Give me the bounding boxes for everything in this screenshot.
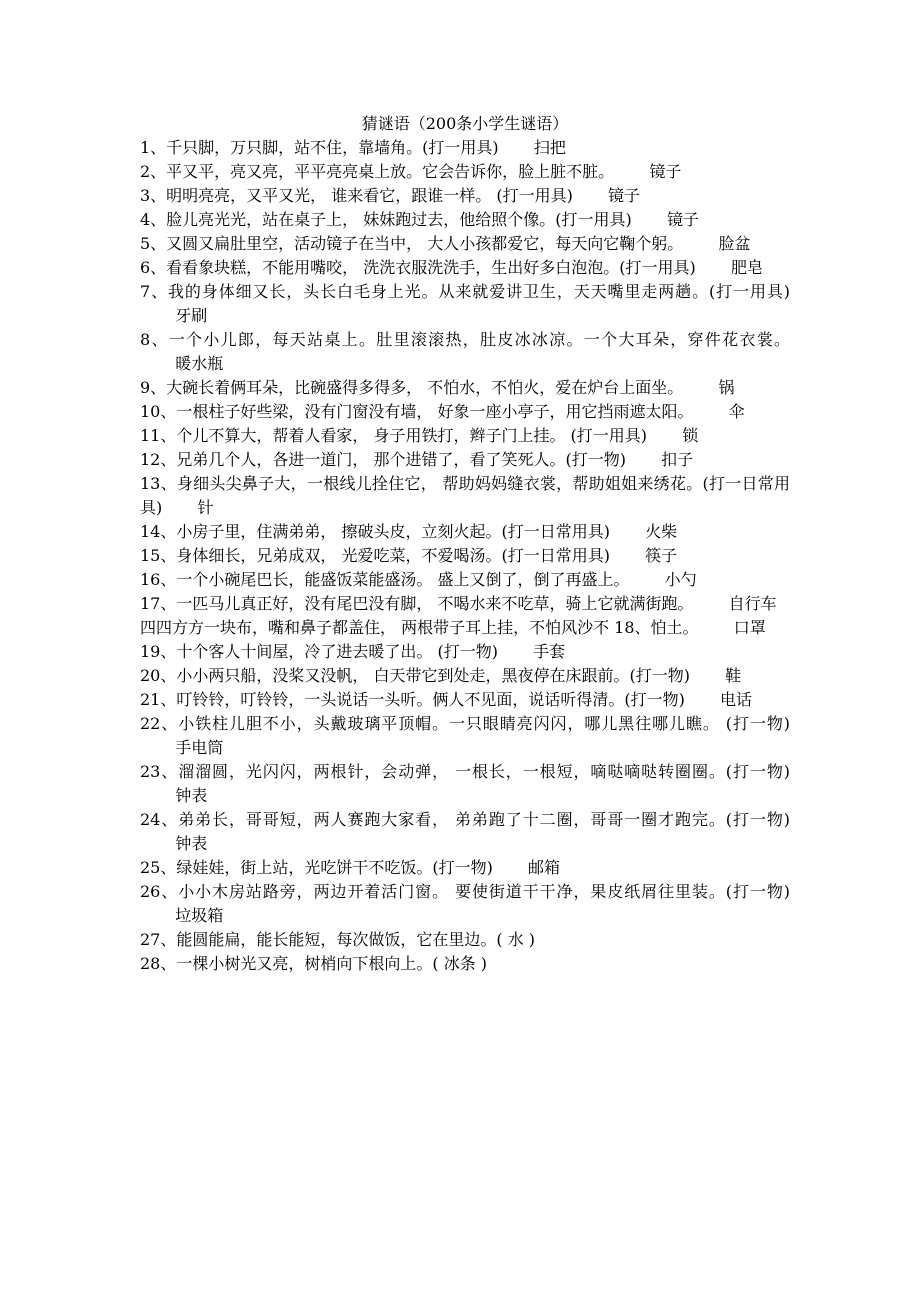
riddle-item <box>140 664 790 688</box>
riddle-answer: 伞 <box>728 402 745 421</box>
riddle-question: 11、个儿不算大，帮着人看家， 身子用铁打，辫子门上挂。 (打一用具) <box>140 426 648 445</box>
riddle-item <box>140 928 790 952</box>
riddle-item <box>140 256 790 280</box>
riddle-item <box>140 208 790 232</box>
riddle-question: 7、我的身体细又长，头长白毛身上光。从来就爱讲卫生，天天嘴里走两趟。(打一用具) <box>140 282 790 301</box>
riddle-answer: 镜子 <box>666 210 699 229</box>
riddle-answer: 针 <box>197 498 214 517</box>
riddle-item <box>140 328 790 376</box>
riddle-answer: 暖水瓶 <box>175 354 224 373</box>
riddle-answer: 火柴 <box>645 522 678 541</box>
riddle-question: 9、大碗长着俩耳朵，比碗盛得多得多， 不怕水，不怕火，爱在炉台上面坐。 <box>140 378 684 397</box>
riddle-question: 17、一匹马儿真正好，没有尾巴没有脚， 不喝水来不吃草，骑上它就满街跑。 <box>140 594 694 613</box>
riddle-question: 27、能圆能扁，能长能短，每次做饭，它在里边。( 水 ) <box>140 930 536 949</box>
riddle-question: 19、十个客人十间屋，冷了进去暖了出。 (打一物) <box>140 642 498 661</box>
riddle-answer: 锁 <box>682 426 699 445</box>
riddle-answer: 脸盆 <box>718 234 751 253</box>
riddle-answer: 垃圾箱 <box>175 906 224 925</box>
riddle-question: 21、叮铃铃，叮铃铃，一头说话一头听。俩人不见面，说话听得清。(打一物) <box>140 690 685 709</box>
riddle-item <box>140 640 790 664</box>
riddle-item <box>140 952 790 976</box>
riddle-question: 4、脸儿亮光光，站在桌子上， 妹妹跑过去，他给照个像。(打一用具) <box>140 210 632 229</box>
riddle-question: 16、一个小碗尾巴长，能盛饭菜能盛汤。 盛上又倒了，倒了再盛上。 <box>140 570 630 589</box>
riddle-answer: 镜子 <box>649 162 682 181</box>
riddle-answer: 肥皂 <box>730 258 763 277</box>
page-title: 猜谜语（200条小学生谜语） <box>361 114 569 133</box>
riddle-question: 25、绿娃娃，街上站，光吃饼干不吃饭。(打一物) <box>140 858 493 877</box>
riddle-item <box>140 592 790 616</box>
riddle-question: 5、又圆又扁肚里空，活动镜子在当中， 大人小孩都爱它，每天向它鞠个躬。 <box>140 234 684 253</box>
riddle-item <box>140 856 790 880</box>
riddle-answer: 手套 <box>533 642 566 661</box>
riddle-answer: 自行车 <box>728 594 777 613</box>
riddle-question: 13、身细头尖鼻子大，一根线儿拴住它， 帮助妈妈缝衣裳，帮助姐姐来绣花。(打一日常用具) <box>140 474 790 517</box>
riddle-item <box>140 160 790 184</box>
riddle-question: 22、小铁柱儿胆不小，头戴玻璃平顶帽。一只眼睛亮闪闪，哪儿黑往哪儿瞧。 (打一物) <box>140 714 790 733</box>
riddle-question: 24、弟弟长，哥哥短，两人赛跑大家看， 弟弟跑了十二圈，哥哥一圈才跑完。(打一物) <box>140 810 790 829</box>
riddle-question: 8、一个小儿郎，每天站桌上。肚里滚滚热，肚皮冰冰凉。一个大耳朵，穿件花衣裳。 <box>140 330 790 349</box>
document-page <box>140 112 790 976</box>
riddle-question: 20、小小两只船，没桨又没帆， 白天带它到处走，黑夜停在床跟前。(打一物) <box>140 666 690 685</box>
riddle-item <box>140 520 790 544</box>
riddle-answer: 锅 <box>718 378 735 397</box>
riddle-answer: 钟表 <box>175 834 208 853</box>
riddle-answer: 筷子 <box>645 546 678 565</box>
riddle-item <box>140 448 790 472</box>
riddle-answer: 手电筒 <box>175 738 224 757</box>
riddle-item <box>140 808 790 856</box>
riddle-item <box>140 136 790 160</box>
riddle-item <box>140 376 790 400</box>
riddle-item <box>140 544 790 568</box>
riddle-item <box>140 760 790 808</box>
riddle-question: 3、明明亮亮，又平又光， 谁来看它，跟谁一样。 (打一用具) <box>140 186 573 205</box>
riddle-item <box>140 568 790 592</box>
riddle-answer: 电话 <box>720 690 753 709</box>
riddle-answer: 扫把 <box>533 138 566 157</box>
riddle-question: 26、小小木房站路旁，两边开着活门窗。 要使街道干干净，果皮纸屑往里装。(打一物) <box>140 882 790 901</box>
riddle-question: 1、千只脚，万只脚，站不住，靠墙角。(打一用具) <box>140 138 499 157</box>
riddle-answer: 钟表 <box>175 786 208 805</box>
riddle-item <box>140 688 790 712</box>
riddle-answer: 镜子 <box>608 186 641 205</box>
riddle-answer: 口罩 <box>733 618 766 637</box>
riddle-item <box>140 424 790 448</box>
riddle-question: 14、小房子里，住满弟弟， 擦破头皮，立刻火起。(打一日常用具) <box>140 522 610 541</box>
riddle-list <box>140 136 790 976</box>
riddle-item <box>140 280 790 328</box>
riddle-question: 10、一根柱子好些梁，没有门窗没有墙， 好象一座小亭子，用它挡雨遮太阳。 <box>140 402 694 421</box>
riddle-question: 28、一棵小树光又亮，树梢向下根向上。( 冰条 ) <box>140 954 488 973</box>
riddle-question: 15、身体细长，兄弟成双， 光爱吃菜，不爱喝汤。(打一日常用具) <box>140 546 610 565</box>
riddle-item <box>140 616 790 640</box>
riddle-item <box>140 712 790 760</box>
riddle-question: 23、溜溜圆，光闪闪，两根针，会动弹， 一根长，一根短，嘀哒嘀哒转圈圈。(打一物) <box>140 762 790 781</box>
riddle-item <box>140 880 790 928</box>
riddle-item <box>140 184 790 208</box>
riddle-item <box>140 400 790 424</box>
riddle-answer: 牙刷 <box>175 306 208 325</box>
riddle-question: 四四方方一块布，嘴和鼻子都盖住， 两根带子耳上挂，不怕风沙不 18、怕土。 <box>140 618 699 637</box>
riddle-answer: 鞋 <box>725 666 742 685</box>
riddle-question: 12、兄弟几个人，各进一道门， 那个进错了，看了笑死人。(打一物) <box>140 450 626 469</box>
riddle-answer: 小勺 <box>664 570 697 589</box>
riddle-question: 2、平又平，亮又亮，平平亮亮桌上放。它会告诉你，脸上脏不脏。 <box>140 162 615 181</box>
riddle-question: 6、看看象块糕，不能用嘴咬， 洗洗衣服洗洗手，生出好多白泡泡。(打一用具) <box>140 258 696 277</box>
riddle-item <box>140 472 790 520</box>
riddle-answer: 邮箱 <box>528 858 561 877</box>
riddle-item <box>140 232 790 256</box>
riddle-answer: 扣子 <box>661 450 694 469</box>
